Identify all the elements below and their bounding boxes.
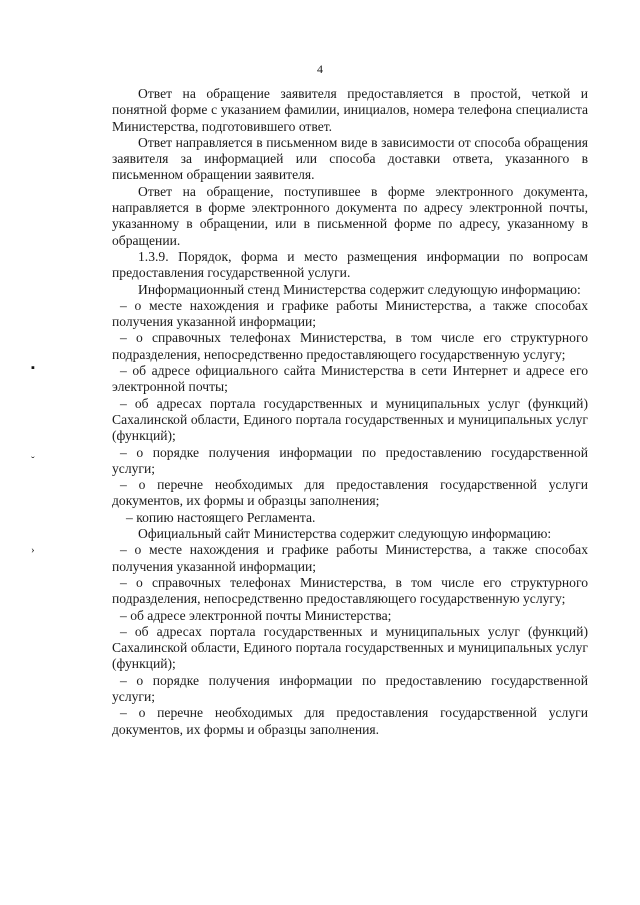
list-item: – об адресах портала государственных и муниципальных услуг (функций) Сахалинской области, Единого портала государственных и муниципальных услуг (функций); bbox=[112, 623, 588, 672]
list-item: – об адресах портала государственных и муниципальных услуг (функций) Сахалинской области, Единого портала государственных и муниципальных услуг (функций); bbox=[112, 395, 588, 444]
paragraph-website-intro: Официальный сайт Министерства содержит следующую информацию: bbox=[138, 526, 552, 542]
list-item: – о справочных телефонах Министерства, в том числе его структурного подразделения, непосредственно предоставляющего государственную услугу; bbox=[112, 330, 588, 362]
scan-artifact-mark: › bbox=[31, 544, 35, 556]
list-item: – о справочных телефонах Министерства, в том числе его структурного подразделения, непосредственно предоставляющего государственную услугу; bbox=[112, 574, 588, 607]
scan-artifact-mark: ▪ bbox=[31, 362, 35, 374]
paragraph-reply-electronic: Ответ на обращение, поступившее в форме электронного документа, направляется в форме электронного документа по адресу электронной почты, указанному в обращении, или в письменной форме по адресу, указанному в обращении. bbox=[112, 183, 588, 248]
scan-artifact-mark: ˇ bbox=[31, 455, 35, 467]
list-item: – об адресе электронной почты Министерства; bbox=[120, 607, 392, 623]
paragraph-reply-written: Ответ направляется в письменном виде в зависимости от способа обращения заявителя за информацией или способа доставки ответа, указанного в письменном обращении заявителя. bbox=[112, 134, 588, 183]
list-item: – о месте нахождения и графике работы Министерства, а также способах получения указанной информации; bbox=[112, 542, 588, 574]
list-item: – о перечне необходимых для предоставления государственной услуги документов, их формы и образцы заполнения. bbox=[112, 705, 588, 737]
page-number: 4 bbox=[317, 62, 323, 76]
list-item: – об адресе официального сайта Министерства в сети Интернет и адресе его электронной почты; bbox=[112, 363, 588, 395]
list-item: – о месте нахождения и графике работы Министерства, а также способах получения указанной информации; bbox=[112, 297, 588, 330]
document-body bbox=[112, 86, 588, 738]
list-item: – о перечне необходимых для предоставления государственной услуги документов, их формы и образцы заполнения; bbox=[112, 477, 588, 509]
list-item: – о порядке получения информации по предоставлению государственной услуги; bbox=[112, 444, 588, 476]
paragraph-reply-form: Ответ на обращение заявителя предоставляется в простой, четкой и понятной форме с указанием фамилии, инициалов, номера телефона специалиста Министерства, подготовившего ответ. bbox=[112, 86, 588, 134]
section-heading-1-3-9: 1.3.9. Порядок, форма и место размещения информации по вопросам предоставления государственной услуги. bbox=[112, 248, 588, 281]
list-item: – о порядке получения информации по предоставлению государственной услуги; bbox=[112, 672, 588, 704]
list-item: – копию настоящего Регламента. bbox=[126, 509, 316, 525]
paragraph-info-stand-intro: Информационный стенд Министерства содержит следующую информацию: bbox=[138, 281, 581, 297]
